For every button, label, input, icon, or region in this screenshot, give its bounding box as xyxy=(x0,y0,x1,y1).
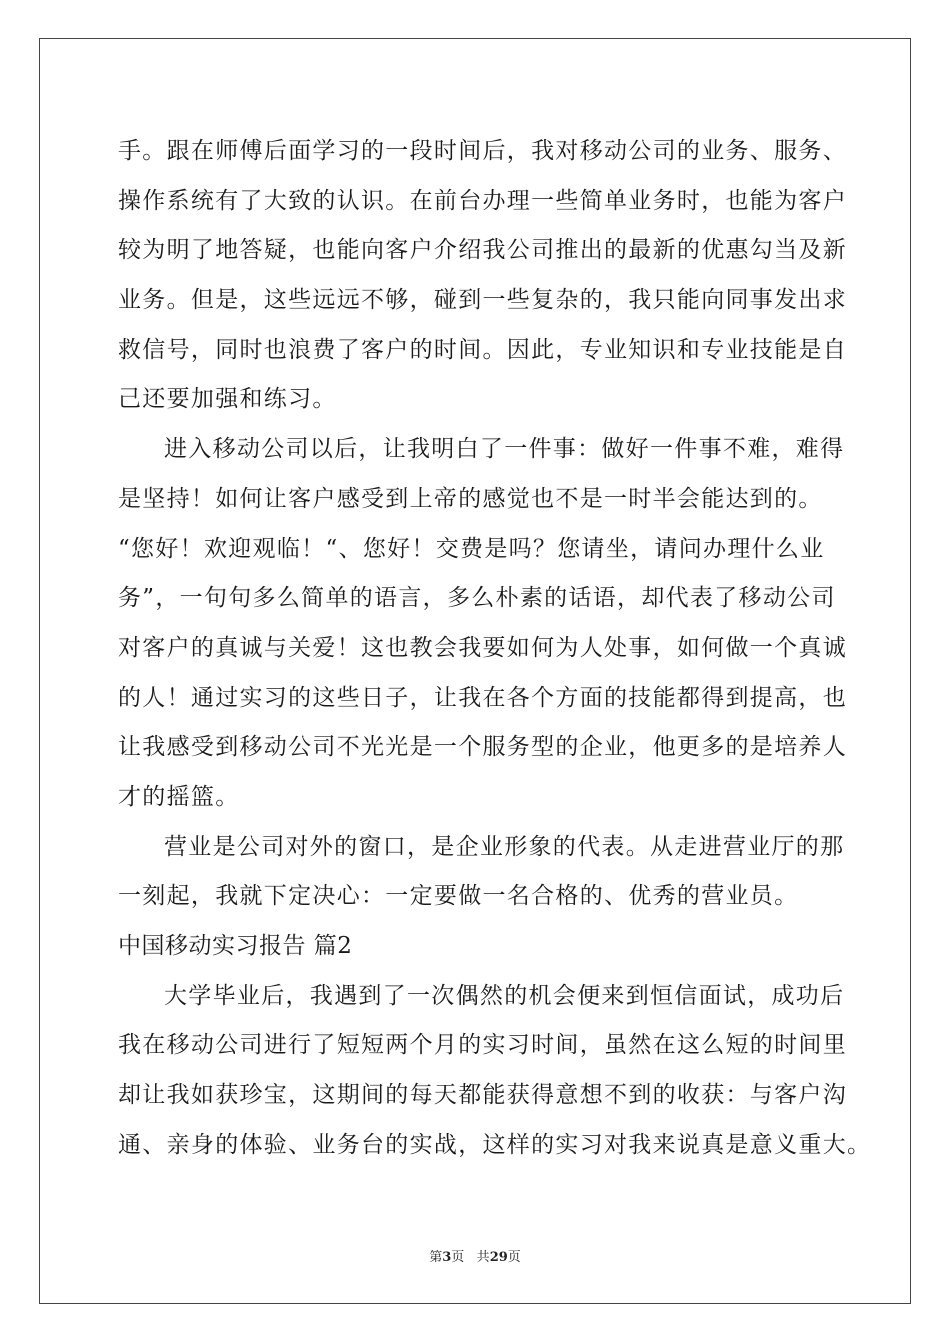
paragraph-start-line: 营业是公司对外的窗口，是企业形象的代表。从走进营业厅的那 xyxy=(164,833,845,860)
text-line: 的人！通过实习的这些日子，让我在各个方面的技能都得到提高，也 xyxy=(118,684,847,711)
text-line: 我在移动公司进行了短短两个月的实习时间，虽然在这么短的时间里 xyxy=(118,1032,847,1059)
text-line: “您好！欢迎观临！“、您好！交费是吗？您请坐，请问办理什么业 xyxy=(118,535,825,562)
text-line: 救信号，同时也浪费了客户的时间。因此，专业知识和专业技能是自 xyxy=(118,336,847,363)
text-line: 让我感受到移动公司不光光是一个服务型的企业，他更多的是培养人 xyxy=(118,734,847,761)
footer-total-prefix: 共 xyxy=(476,1250,490,1265)
footer-prefix: 第 xyxy=(429,1250,443,1265)
section-heading: 中国移动实习报告 篇2 xyxy=(118,933,353,959)
footer-total-suffix: 页 xyxy=(507,1250,521,1265)
text-line: 是坚持！如何让客户感受到上帝的感觉也不是一时半会能达到的。 xyxy=(118,485,823,512)
paragraph-start-line: 大学毕业后，我遇到了一次偶然的机会便来到恒信面试，成功后 xyxy=(164,982,845,1009)
text-line: 才的摇篮。 xyxy=(118,783,240,810)
total-page-count: 29 xyxy=(489,1250,508,1265)
text-line: 业务。但是，这些远远不够，碰到一些复杂的，我只能向同事发出求 xyxy=(118,287,847,314)
text-line: 对客户的真诚与关爱！这也教会我要如何为人处事，如何做一个真诚 xyxy=(118,634,847,661)
text-line: 手。跟在师傅后面学习的一段时间后，我对移动公司的业务、服务、 xyxy=(118,138,847,164)
document-body xyxy=(118,127,872,1170)
text-line: 己还要加强和练习。 xyxy=(118,386,337,413)
page-footer xyxy=(0,1246,950,1265)
current-page-number: 3 xyxy=(442,1250,452,1265)
text-line: 较为明了地答疑，也能向客户介绍我公司推出的最新的优惠勾当及新 xyxy=(118,237,847,264)
text-line: 通、亲身的体验、业务台的实战，这样的实习对我来说真是意义重大。 xyxy=(118,1131,872,1158)
text-line: 却让我如获珍宝，这期间的每天都能获得意想不到的收获：与客户沟 xyxy=(118,1082,847,1109)
text-line: 务”，一句句多么简单的语言，多么朴素的话语，却代表了移动公司 xyxy=(118,585,836,612)
footer-page-suffix: 页 xyxy=(451,1250,465,1265)
text-line: 一刻起，我就下定决心：一定要做一名合格的、优秀的营业员。 xyxy=(118,883,799,910)
text-line: 操作系统有了大致的认识。在前台办理一些简单业务时，也能为客户 xyxy=(118,187,847,214)
paragraph-start-line: 进入移动公司以后，让我明白了一件事：做好一件事不难，难得 xyxy=(164,436,845,463)
